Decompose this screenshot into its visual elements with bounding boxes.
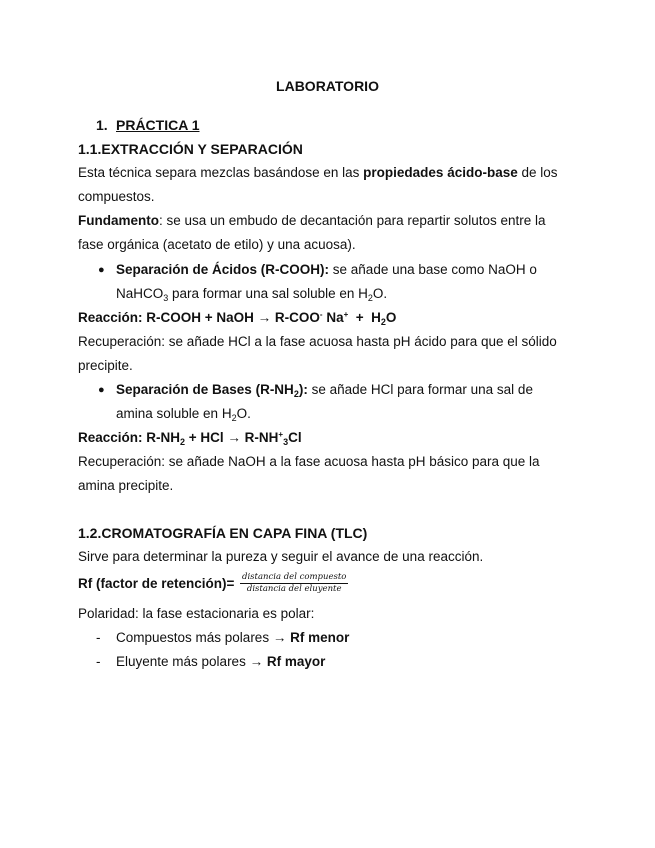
reaction-1 [78,308,396,328]
intro-line-1 [78,163,558,183]
superscript: + [343,310,349,319]
text-run: Na [322,310,344,325]
text-run: Compuestos más polares → [116,630,291,645]
subscript: 2 [380,317,386,327]
subscript: 3 [283,437,289,447]
subscript: 2 [231,413,237,423]
text-run: O [385,310,397,325]
recovery-1-line-2: precipite. [78,358,133,373]
intro-line-2: compuestos. [78,189,155,204]
text-run: Reacción: R-NH [78,430,181,445]
fraction-numerator: distancia del compuesto [242,572,347,582]
text-run: Cl [288,430,302,445]
subscript: 2 [293,389,299,399]
acid-separation-line-2 [116,284,387,304]
list-item [116,628,349,648]
superscript: + [278,430,284,439]
dash-marker: - [96,654,101,669]
fraction-denominator: distancia del eluyente [246,584,342,594]
text-run: se añade HCl para formar una sal de [307,382,533,397]
subsection-heading-extraccion: 1.1.EXTRACCIÓN Y SEPARACIÓN [78,141,303,157]
subscript: 2 [180,437,186,447]
page-title: LABORATORIO [276,78,379,94]
base-label [116,382,308,397]
text-run: amina soluble en H [116,406,232,421]
text-run: : se usa un embudo de decantación para repartir solutos entre la [159,213,546,228]
bold-term: Rf menor [290,630,350,645]
text-run: O. [372,286,388,301]
acid-label: Separación de Ácidos (R-COOH): [116,262,330,277]
superscript: - [319,310,323,319]
recovery-2-line-2: amina precipite. [78,478,174,493]
bold-term: propiedades ácido-base [363,165,518,180]
text-run: Eluyente más polares → [116,654,267,669]
base-separation-line-2 [116,404,251,424]
recovery-2-line-1: Recuperación: se añade NaOH a la fase acuosa hasta pH básico para que la [78,454,540,469]
text-run: + H [348,310,381,325]
text-run: O. [236,406,251,421]
text-run: ): [298,382,308,397]
section-label: PRÁCTICA 1 [116,117,200,133]
bullet-icon: ● [98,264,105,276]
dash-marker: - [96,630,101,645]
text-run: + HCl → R-NH [185,430,279,445]
bullet-icon: ● [98,384,105,396]
text-run: Reacción: R-COOH + NaOH → R-COO [78,310,320,325]
section-number: 1. [96,117,108,133]
subscript: 3 [163,293,169,303]
text-run: para formar una sal soluble en H [168,286,368,301]
text-run: se añade una base como NaOH o [329,262,537,277]
reaction-2 [78,428,302,448]
acid-separation-line-1 [116,260,537,280]
polarity-line: Polaridad: la fase estacionaria es polar: [78,606,315,621]
text-run: Separación de Bases (R-NH [116,382,294,397]
fundamento-line-1 [78,211,546,231]
text-run: de los [517,165,558,180]
rf-fraction [240,572,348,595]
fundamento-label: Fundamento [78,213,159,228]
tlc-intro: Sirve para determinar la pureza y seguir el avance de una reacción. [78,549,484,564]
recovery-1-line-1: Recuperación: se añade HCl a la fase acuosa hasta pH ácido para que el sólido [78,334,557,349]
text-run: Esta técnica separa mezclas basándose en las [78,165,364,180]
section-heading-practica-1 [96,115,200,135]
subsection-heading-tlc: 1.2.CROMATOGRAFÍA EN CAPA FINA (TLC) [78,525,368,541]
list-item [116,652,325,672]
text-run: NaHCO [116,286,164,301]
subscript: 2 [367,293,373,303]
base-separation-line-1 [116,380,533,400]
fundamento-line-2: fase orgánica (acetato de etilo) y una acuosa). [78,237,356,252]
bold-term: Rf mayor [266,654,326,669]
rf-label: Rf (factor de retención)= [78,576,235,591]
